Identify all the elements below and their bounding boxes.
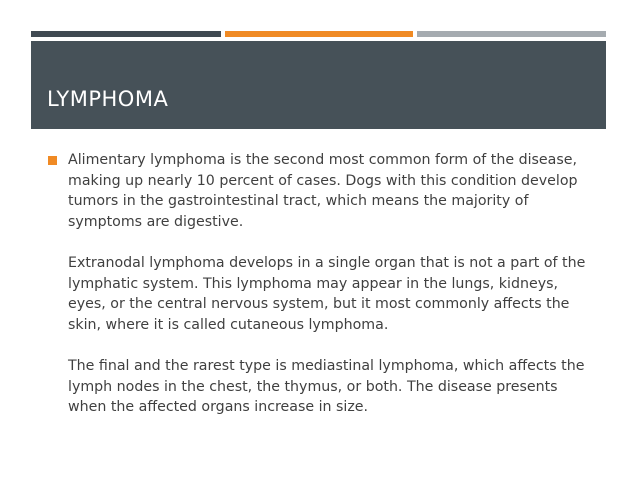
paragraph-alimentary: Alimentary lymphoma is the second most common form of the disease, making up nearly 10 percent of cases. Dogs with this condition develop tumors in the gastrointestinal tract, which means the majority of symptoms are digestive.: [68, 152, 578, 230]
accent-bar-dark: [31, 31, 221, 37]
bullet-content: [68, 150, 598, 418]
title-band: [31, 41, 606, 129]
slide-title: LYMPHOMA: [47, 87, 169, 111]
paragraph-extranodal: Extranodal lymphoma develops in a single organ that is not a part of the lymphatic system. This lymphoma may appear in the lungs, kidneys, eyes, or the central nervous system, but it most commonly affects the skin, where it is called cutaneous lymphoma.: [68, 255, 586, 333]
square-bullet-icon: [48, 156, 57, 165]
accent-bar-gray: [417, 31, 606, 37]
accent-bar-orange: [225, 31, 413, 37]
paragraph-mediastinal: The final and the rarest type is mediastinal lymphoma, which affects the lymph nodes in the chest, the thymus, or both. The disease presents when the affected organs increase in size.: [68, 358, 585, 415]
